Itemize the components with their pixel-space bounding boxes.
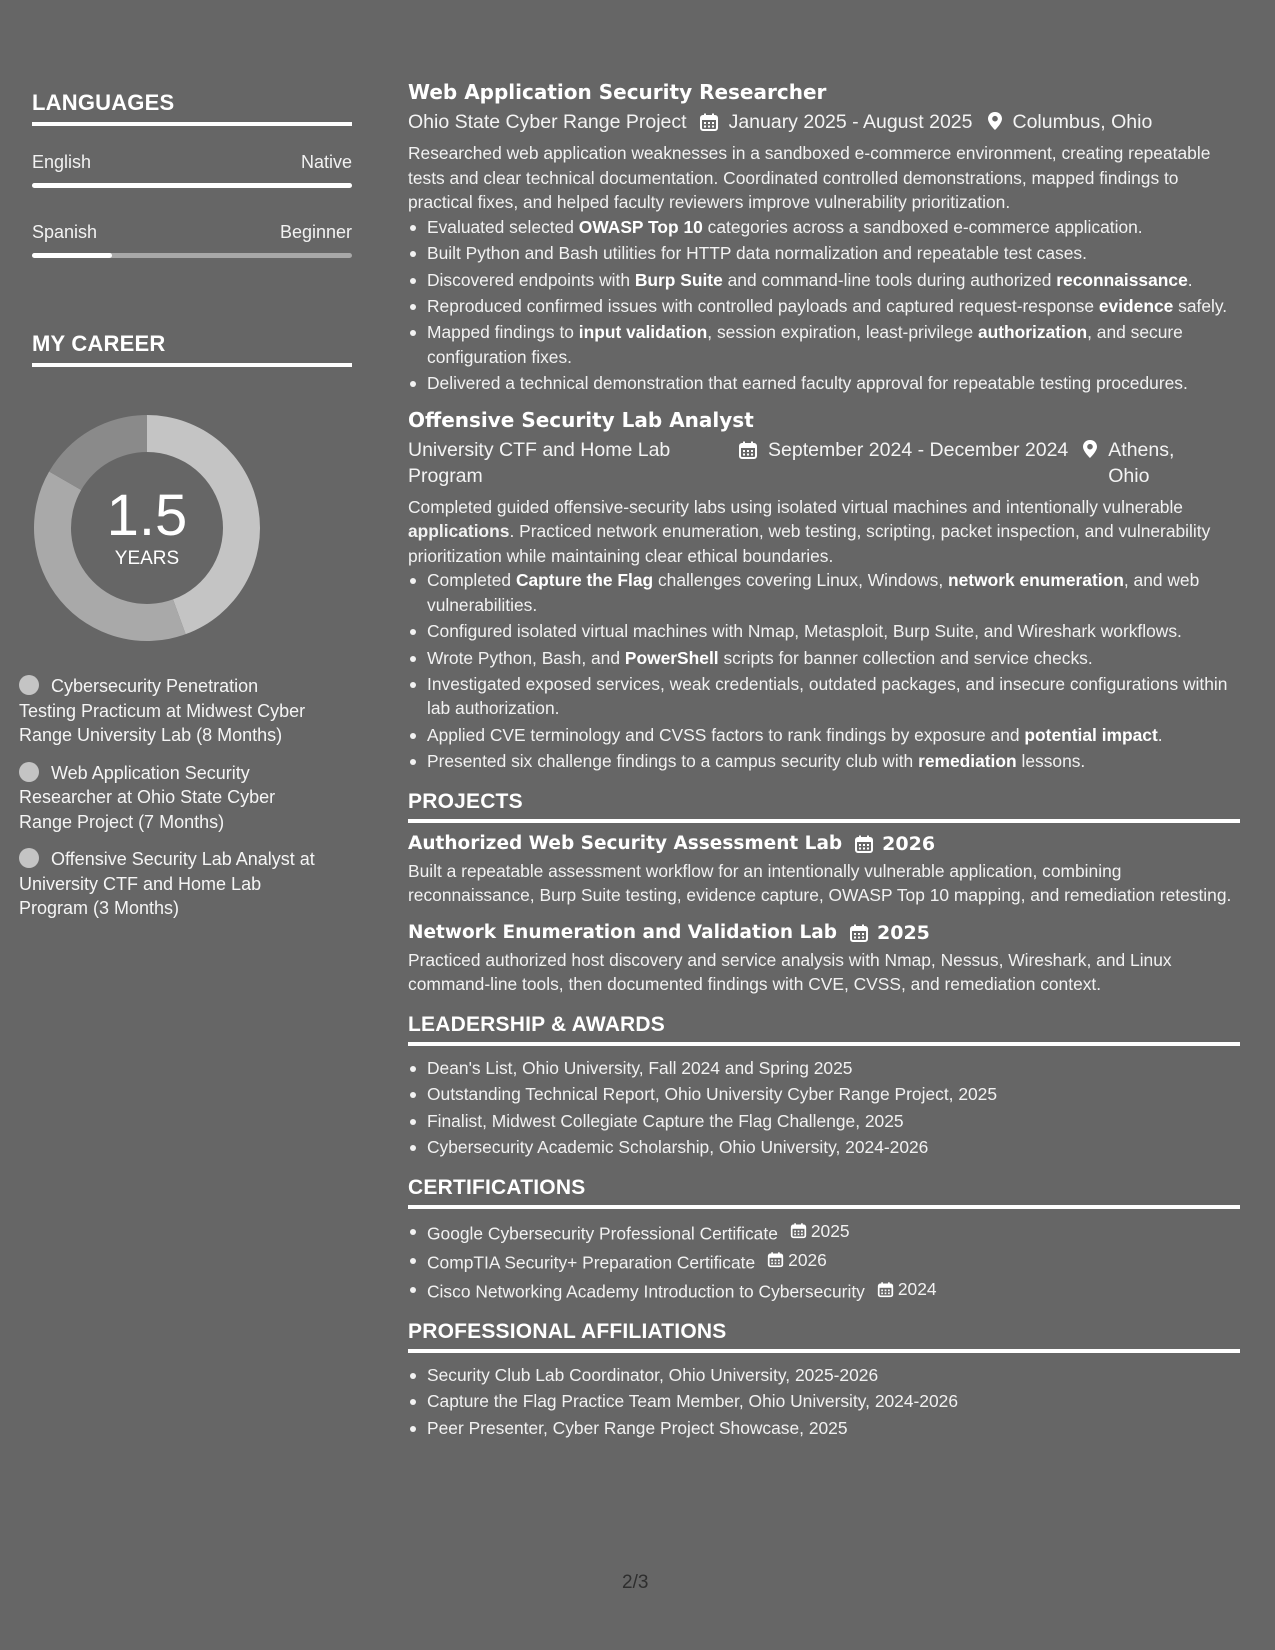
certifications-heading: CERTIFICATIONS <box>408 1176 1240 1209</box>
certification-item <box>408 1219 1240 1246</box>
job-bullets <box>408 215 1240 396</box>
career-total-unit: YEARS <box>114 548 180 569</box>
affiliation-item: Peer Presenter, Cyber Range Project Showcase, 2025 <box>408 1416 1240 1440</box>
main-content <box>408 78 1240 1442</box>
job-bullet: Reproduced confirmed issues with controlled payloads and captured request-response evidence safely. <box>408 294 1240 318</box>
career-list <box>19 674 319 934</box>
job-dates-text: September 2024 - December 2024 <box>768 438 1069 461</box>
job-bullet: Investigated exposed services, weak credentials, outdated packages, and insecure configurations within lab authorization. <box>408 672 1240 721</box>
certification-year-text: 2024 <box>897 1278 937 1299</box>
project-title: Network Enumeration and Validation Lab <box>408 921 838 943</box>
project-description: Built a repeatable assessment workflow for an intentionally vulnerable application, combining reconnaissance, Burp Suite testing, evidence capture, OWASP Top 10 mapping, and remediation retesting. <box>408 860 1232 906</box>
project-title-row <box>408 831 1240 857</box>
language-name: English <box>32 152 92 172</box>
certification-name: Cisco Networking Academy Introduction to Cybersecurity <box>427 1281 865 1302</box>
job-bullets <box>408 568 1240 773</box>
job-location-text: Athens, Ohio <box>1108 438 1175 487</box>
job-description: Researched web application weaknesses in a sandboxed e-commerce environment, creating repeatable tests and clear technical documentation. Coordinated controlled demonstrations, mapped findings to practical fixes, and helped faculty reviewers improve vulnerability prioritization. <box>408 143 1211 213</box>
job-dates-text: January 2025 - August 2025 <box>728 111 973 133</box>
career-heading: MY CAREER <box>32 331 352 367</box>
career-item <box>19 761 319 835</box>
career-item <box>19 674 319 748</box>
language-proficiency-bar <box>32 253 352 258</box>
language-proficiency-fill <box>32 253 112 258</box>
project-year-text: 2025 <box>877 921 930 944</box>
project-entry <box>408 831 1240 908</box>
affiliations-list <box>408 1363 1240 1440</box>
job-meta <box>408 437 1240 489</box>
certification-item <box>408 1277 1240 1304</box>
project-title-row <box>408 920 1240 946</box>
career-total-value: 1.5 <box>106 483 188 548</box>
job-meta <box>408 109 1240 135</box>
language-proficiency-bar <box>32 183 352 188</box>
map-pin-icon <box>985 111 1005 131</box>
projects-heading: PROJECTS <box>408 790 1240 823</box>
career-total <box>34 415 260 641</box>
job-location <box>1080 437 1190 489</box>
job-bullet: Presented six challenge findings to a campus security club with remediation lessons. <box>408 749 1240 773</box>
certification-year-text: 2025 <box>810 1220 850 1241</box>
calendar-icon <box>877 1281 894 1298</box>
language-level: Native <box>300 152 352 172</box>
job-title: Web Application Security Researcher <box>408 80 827 104</box>
job-location-text: Columbus, Ohio <box>1012 111 1153 133</box>
leadership-item: Cybersecurity Academic Scholarship, Ohio University, 2024-2026 <box>408 1135 1240 1159</box>
career-donut-chart <box>34 415 260 641</box>
job-location <box>985 109 1153 135</box>
job-bullet: Discovered endpoints with Burp Suite and command-line tools during authorized reconnaissance. <box>408 268 1240 292</box>
certification-year <box>877 1277 937 1301</box>
language-name: Spanish <box>32 222 98 242</box>
job-bullet: Built Python and Bash utilities for HTTP data normalization and repeatable test cases. <box>408 241 1240 265</box>
certification-name: Google Cybersecurity Professional Certificate <box>427 1223 778 1244</box>
job-title: Offensive Security Lab Analyst <box>408 407 754 432</box>
job-bullet: Delivered a technical demonstration that earned faculty approval for repeatable testing procedures. <box>408 371 1240 395</box>
page-number: 2/3 <box>622 1572 649 1593</box>
project-year-text: 2026 <box>882 832 936 855</box>
job-dates <box>699 109 973 135</box>
project-title: Authorized Web Security Assessment Lab <box>408 832 843 854</box>
career-dot-icon <box>19 848 39 868</box>
certifications-list <box>408 1219 1240 1304</box>
leadership-item: Dean's List, Ohio University, Fall 2024 and Spring 2025 <box>408 1056 1240 1080</box>
job-bullet: Evaluated selected OWASP Top 10 categories across a sandboxed e-commerce application. <box>408 215 1240 239</box>
job-dates <box>738 437 1068 463</box>
leadership-item: Finalist, Midwest Collegiate Capture the Flag Challenge, 2025 <box>408 1109 1240 1133</box>
project-year <box>854 831 935 857</box>
job-organization: University CTF and Home Lab Program <box>408 438 671 487</box>
calendar-icon <box>699 112 719 132</box>
calendar-icon <box>854 834 874 854</box>
affiliations-heading: PROFESSIONAL AFFILIATIONS <box>408 1320 1240 1353</box>
calendar-icon <box>790 1222 807 1239</box>
leadership-item: Outstanding Technical Report, Ohio University Cyber Range Project, 2025 <box>408 1082 1240 1106</box>
affiliation-item: Capture the Flag Practice Team Member, Ohio University, 2024-2026 <box>408 1389 1240 1413</box>
language-english <box>32 152 352 188</box>
language-spanish <box>32 222 352 258</box>
experience-entry <box>408 78 1240 396</box>
certification-item <box>408 1248 1240 1275</box>
project-entry <box>408 920 1240 997</box>
certification-name: CompTIA Security+ Preparation Certificate <box>427 1252 756 1273</box>
calendar-icon <box>767 1251 784 1268</box>
career-dot-icon <box>19 675 39 695</box>
languages-heading: LANGUAGES <box>32 90 352 126</box>
project-description: Practiced authorized host discovery and service analysis with Nmap, Nessus, Wireshark, and Linux command-line tools, then documented findings with CVE, CVSS, and remediation context. <box>408 949 1172 995</box>
certification-year-text: 2026 <box>788 1249 827 1270</box>
job-bullet: Wrote Python, Bash, and PowerShell scripts for banner collection and service checks. <box>408 646 1240 670</box>
career-item-text: Web Application Security Researcher at Ohio State Cyber Range Project (7 Months) <box>19 762 276 832</box>
job-bullet: Mapped findings to input validation, session expiration, least-privilege authorization, and secure configuration fixes. <box>408 320 1240 369</box>
job-bullet: Applied CVE terminology and CVSS factors to rank findings by exposure and potential impact. <box>408 723 1240 747</box>
calendar-icon <box>849 923 869 943</box>
certification-year <box>767 1248 827 1272</box>
career-item-text: Offensive Security Lab Analyst at University CTF and Home Lab Program (3 Months) <box>19 849 315 918</box>
job-bullet: Completed Capture the Flag challenges covering Linux, Windows, network enumeration, and web vulnerabilities. <box>408 568 1240 617</box>
map-pin-icon <box>1080 439 1100 459</box>
job-description: Completed guided offensive-security labs using isolated virtual machines and intentionally vulnerable applications. Practiced network enumeration, web testing, scripting, packet inspection, and vulnerability prioritization while maintaining clear ethical boundaries. <box>408 496 1211 566</box>
leadership-list <box>408 1056 1240 1160</box>
career-item <box>19 847 319 921</box>
career-item-text: Cybersecurity Penetration Testing Practicum at Midwest Cyber Range University Lab (8 Months) <box>19 676 306 745</box>
job-bullet: Configured isolated virtual machines with Nmap, Metasploit, Burp Suite, and Wireshark workflows. <box>408 619 1240 643</box>
leadership-heading: LEADERSHIP & AWARDS <box>408 1013 1240 1046</box>
project-year <box>849 920 930 946</box>
experience-entry <box>408 406 1240 774</box>
certification-year <box>790 1219 850 1243</box>
language-level: Beginner <box>279 222 352 242</box>
career-dot-icon <box>19 762 39 782</box>
affiliation-item: Security Club Lab Coordinator, Ohio University, 2025-2026 <box>408 1363 1240 1387</box>
job-organization: Ohio State Cyber Range Project <box>408 111 687 133</box>
language-proficiency-fill <box>32 183 352 188</box>
calendar-icon <box>738 440 758 460</box>
